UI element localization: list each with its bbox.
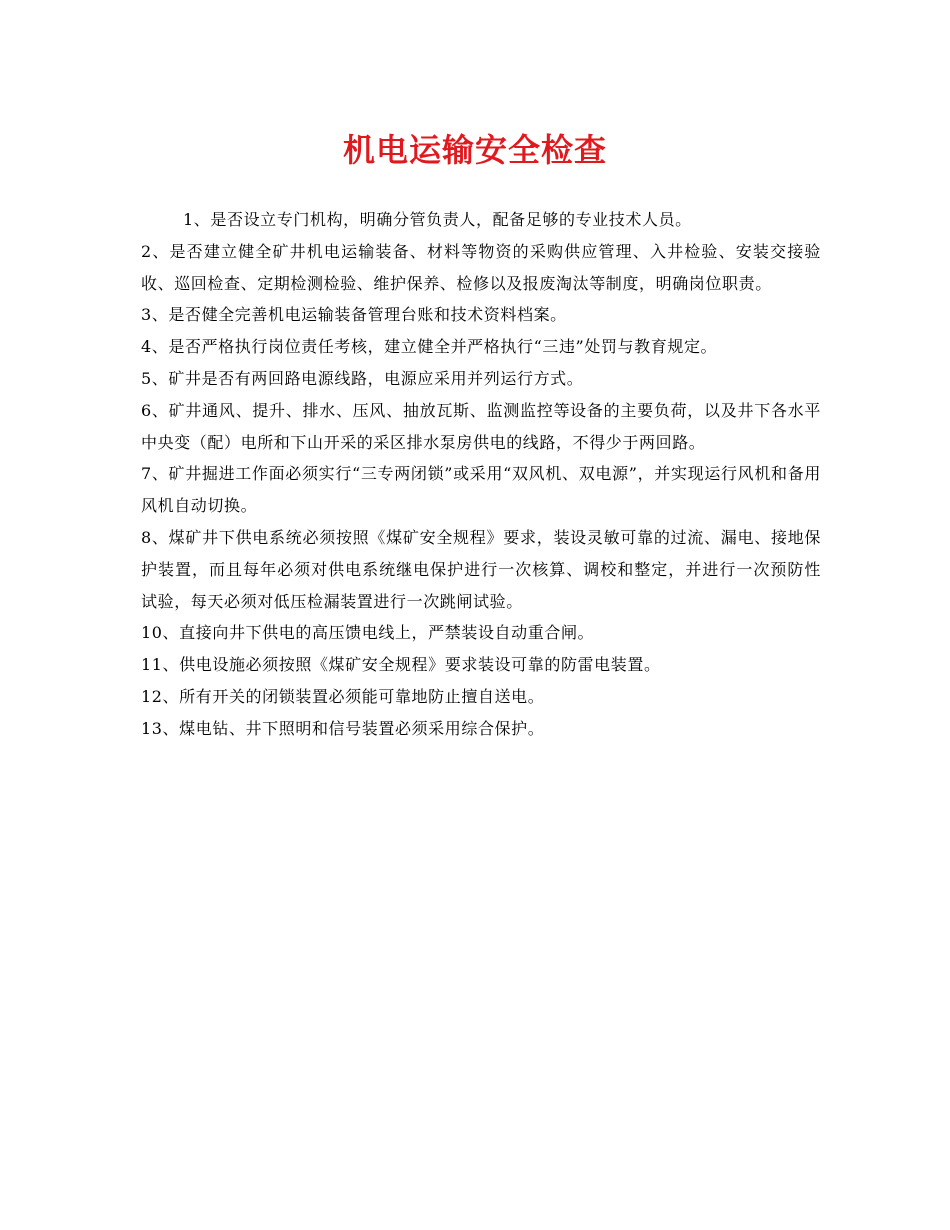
list-item: 12、所有开关的闭锁装置必须能可靠地防止擅自送电。 (141, 686, 545, 706)
list-item: 11、供电设施必须按照《煤矿安全规程》要求装设可靠的防雷电装置。 (141, 655, 661, 675)
document-body (141, 204, 821, 745)
list-item: 1、是否设立专门机构，明确分管负责人，配备足够的专业技术人员。 (183, 210, 692, 229)
list-item: 13、煤电钻、井下照明和信号装置必须采用综合保护。 (141, 718, 545, 738)
list-item: 7、矿井掘进工作面必须实行“三专两闭锁”或采用“双风机、双电源”，并实现运行风机和备用风机自动切换。 (141, 464, 821, 516)
list-item: 10、直接向井下供电的高压馈电线上，严禁装设自动重合闸。 (141, 623, 595, 643)
list-item: 2、是否建立健全矿井机电运输装备、材料等物资的采购供应管理、入井检验、安装交接验收、巡回检查、定期检测检验、维护保养、检修以及报废淘汰等制度，明确岗位职责。 (141, 241, 821, 293)
list-item: 4、是否严格执行岗位责任考核，建立健全并严格执行“三违”处罚与教育规定。 (141, 337, 718, 357)
list-item: 8、煤矿井下供电系统必须按照《煤矿安全规程》要求，装设灵敏可靠的过流、漏电、接地保护装置，而且每年必须对供电系统继电保护进行一次核算、调校和整定，并进行一次预防性试验，每天必须对低压检漏装置进行一次跳闸试验。 (141, 527, 821, 611)
list-item: 5、矿井是否有两回路电源线路，电源应采用并列运行方式。 (141, 368, 584, 388)
list-item: 6、矿井通风、提升、排水、压风、抽放瓦斯、监测监控等设备的主要负荷，以及井下各水平中央变（配）电所和下山开采的采区排水泵房供电的线路，不得少于两回路。 (141, 400, 821, 452)
document-title: 机电运输安全检查 (342, 131, 607, 169)
list-item: 3、是否健全完善机电运输装备管理台账和技术资料档案。 (141, 305, 567, 325)
